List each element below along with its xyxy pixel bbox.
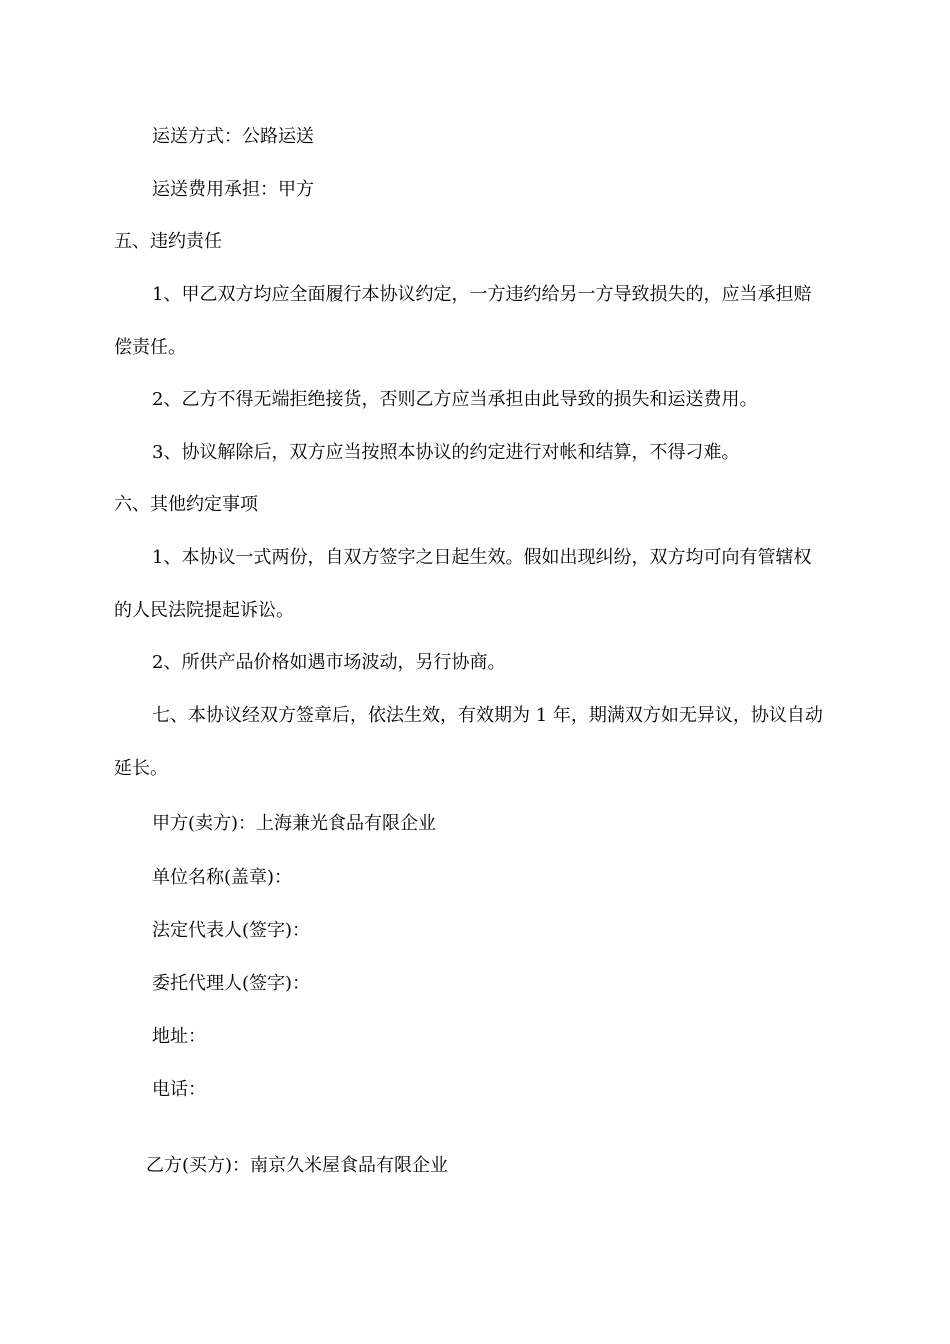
section-5-item-3: 3、协议解除后，双方应当按照本协议的约定进行对帐和结算，不得刁难。 [152, 442, 740, 463]
section-7-line-1: 七、本协议经双方签章后，依法生效，有效期为 1 年，期满双方如无异议，协议自动 [152, 705, 823, 726]
section-7-line-2: 延长。 [114, 758, 168, 779]
section-6-item-1-line-2: 的人民法院提起诉讼。 [114, 600, 294, 621]
section-5-heading: 五、违约责任 [114, 231, 222, 252]
section-6-heading: 六、其他约定事项 [114, 494, 258, 515]
section-5-item-2: 2、乙方不得无端拒绝接货，否则乙方应当承担由此导致的损失和运送费用。 [152, 389, 758, 410]
party-a-phone: 电话： [152, 1079, 206, 1100]
party-a-agent: 委托代理人(签字)： [152, 973, 311, 994]
transport-cost: 运送费用承担：甲方 [152, 179, 314, 200]
party-b-name: 乙方(买方)：南京久米屋食品有限企业 [146, 1155, 449, 1176]
transport-method: 运送方式：公路运送 [152, 126, 314, 147]
party-a-address: 地址： [152, 1026, 206, 1047]
party-a-name: 甲方(卖方)：上海兼光食品有限企业 [152, 813, 437, 834]
party-a-legal-rep: 法定代表人(签字)： [152, 920, 311, 941]
section-5-item-1-line-1: 1、甲乙双方均应全面履行本协议约定，一方违约给另一方导致损失的，应当承担赔 [152, 284, 812, 305]
section-6-item-2: 2、所供产品价格如遇市场波动，另行协商。 [152, 652, 506, 673]
section-5-item-1-line-2: 偿责任。 [114, 337, 186, 358]
section-6-item-1-line-1: 1、本协议一式两份，自双方签字之日起生效。假如出现纠纷，双方均可向有管辖权 [152, 547, 812, 568]
party-a-unit-name: 单位名称(盖章)： [152, 867, 293, 888]
